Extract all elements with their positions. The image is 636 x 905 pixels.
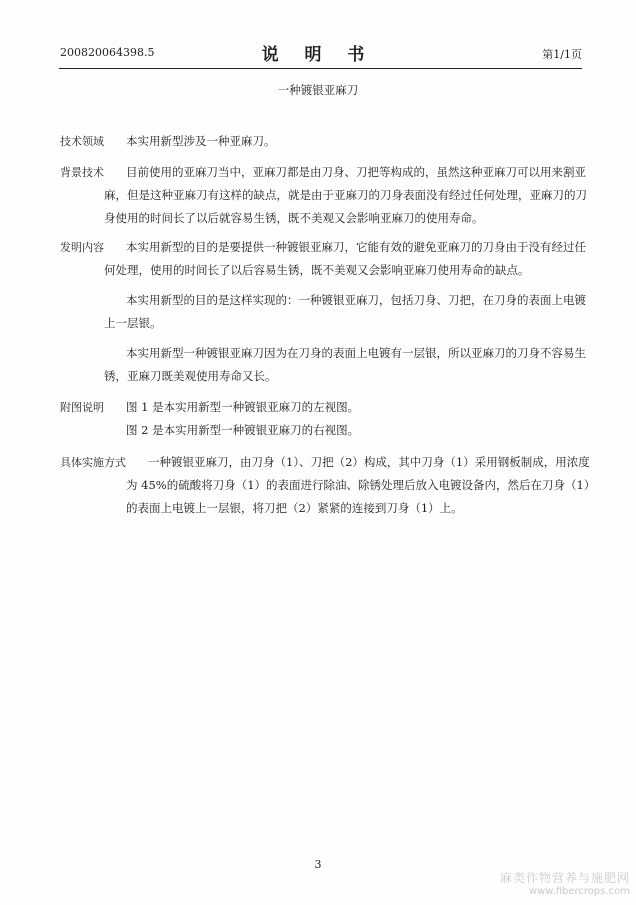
section-body-continued bbox=[126, 474, 595, 520]
section-body bbox=[126, 396, 359, 442]
text-line: 上一层银。 bbox=[104, 316, 162, 330]
section-body bbox=[148, 451, 590, 474]
text-line: 为 45%的硫酸将刀身（1）的表面进行除油、除锈处理后放入电镀设备内，然后在刀身（1） bbox=[126, 478, 596, 492]
text-line: 一种镀银亚麻刀，由刀身（1）、刀把（2）构成，其中刀身（1）采用钢板制成，用浓度 bbox=[148, 455, 590, 469]
text-line: 本实用新型一种镀银亚麻刀因为在刀身的表面上电镀有一层银，所以亚麻刀的刀身不容易生 bbox=[126, 346, 586, 360]
text-line: 目前使用的亚麻刀当中，亚麻刀都是由刀身、刀把等构成的，虽然这种亚麻刀可以用来割亚 bbox=[126, 165, 586, 179]
text-line: 何处理，使用的时间长了以后容易生锈，既不美观又会影响亚麻刀使用寿命的缺点。 bbox=[104, 263, 530, 277]
watermark-title: 麻类作物营养与施肥网 bbox=[499, 871, 630, 885]
watermark bbox=[500, 872, 630, 898]
text-line: 图 1 是本实用新型一种镀银亚麻刀的左视图。 bbox=[126, 400, 360, 414]
text-line: 本实用新型的目的是要提供一种镀银亚麻刀，它能有效的避免亚麻刀的刀身由于没有经过任 bbox=[126, 240, 586, 254]
section-paragraph-continued bbox=[104, 365, 277, 388]
section-label: 背景技术 bbox=[60, 166, 104, 179]
text-line: 的表面上电镀上一层银，将刀把（2）紧紧的连接到刀身（1）上。 bbox=[126, 501, 463, 515]
header-rule bbox=[59, 68, 582, 69]
text-line: 本实用新型的目的是这样实现的：一种镀银亚麻刀，包括刀身、刀把，在刀身的表面上电镀 bbox=[126, 293, 586, 307]
page-info: 第1/1页 bbox=[542, 48, 582, 61]
text-line: 身使用的时间长了以后就容易生锈，既不美观又会影响亚麻刀的使用寿命。 bbox=[104, 211, 484, 225]
section-label: 具体实施方式 bbox=[60, 456, 126, 469]
text-line: 图 2 是本实用新型一种镀银亚麻刀的右视图。 bbox=[126, 423, 360, 437]
section-body bbox=[126, 236, 586, 259]
document-title: 一种镀银亚麻刀 bbox=[277, 83, 359, 97]
page-number: 3 bbox=[314, 858, 322, 871]
text-line: 麻，但是这种亚麻刀有这样的缺点，就是由于亚麻刀的刀身表面没有经过任何处理，亚麻刀的刀 bbox=[104, 188, 587, 202]
section-paragraph-continued bbox=[104, 312, 162, 335]
doc-number: 200820064398.5 bbox=[60, 46, 155, 59]
section-body-continued bbox=[104, 259, 530, 282]
section-body bbox=[126, 161, 586, 184]
section-label: 发明内容 bbox=[60, 241, 104, 254]
section-body-continued bbox=[104, 184, 587, 230]
section-body bbox=[126, 130, 276, 153]
section-label: 附图说明 bbox=[60, 401, 104, 414]
page-header-title: 说 明 书 bbox=[261, 45, 375, 65]
watermark-url: www.fibercrops.com bbox=[528, 886, 630, 897]
text-line: 本实用新型涉及一种亚麻刀。 bbox=[126, 134, 276, 148]
section-paragraph bbox=[126, 289, 586, 312]
section-label: 技术领域 bbox=[60, 135, 104, 148]
section-paragraph bbox=[126, 342, 586, 365]
text-line: 锈，亚麻刀既美观使用寿命又长。 bbox=[104, 369, 277, 383]
